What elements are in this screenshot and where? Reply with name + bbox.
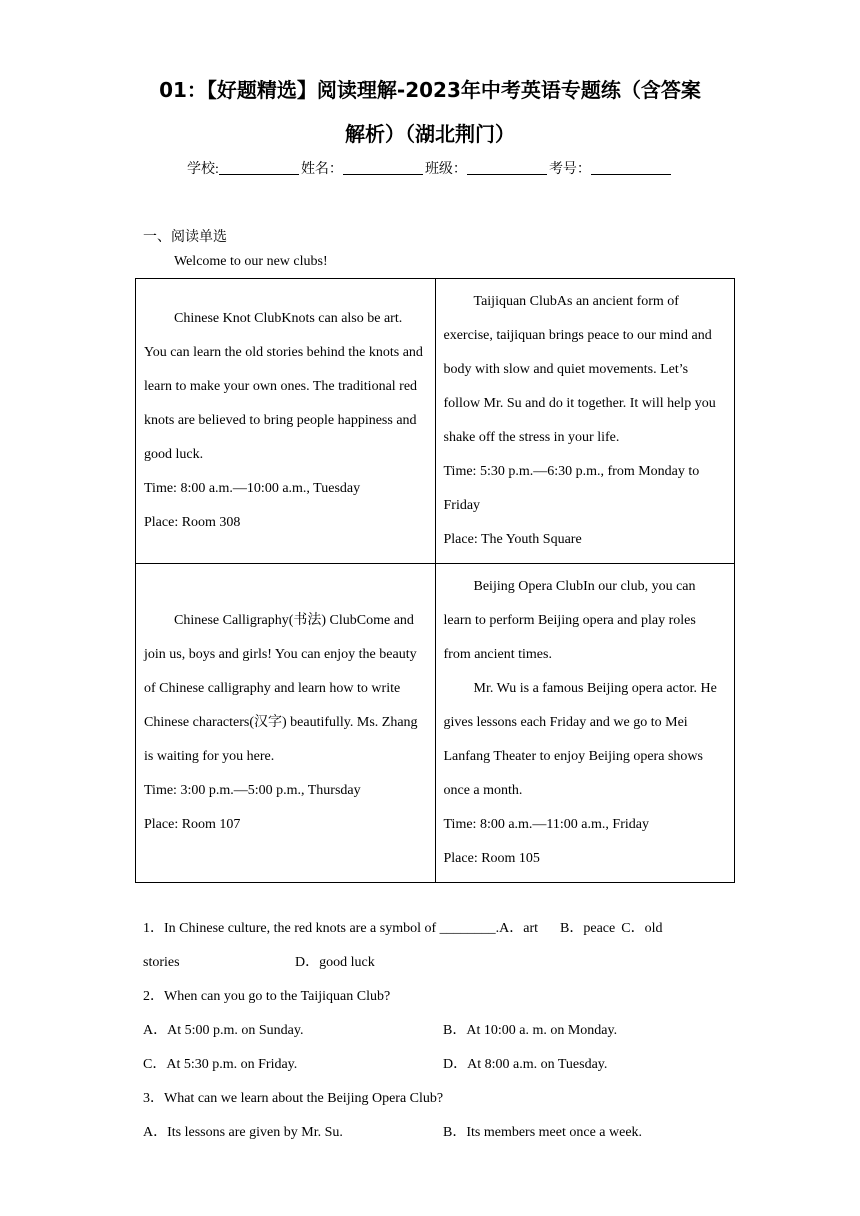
exam-id-blank[interactable] [591,160,671,175]
club-time: Time: 3:00 p.m.—5:00 p.m., Thursday [144,783,361,798]
student-info-line [0,158,860,178]
option-2c[interactable]: C．At 5:30 p.m. on Friday. [143,1057,298,1072]
table-row [136,564,735,883]
section-heading: 一、阅读单选 [143,229,227,245]
club-place: Place: Room 105 [443,851,540,866]
passage-intro: Welcome to our new clubs! [174,254,328,269]
question-1-continued [143,946,375,980]
name-label: 姓名： [300,162,343,177]
school-blank[interactable] [219,160,299,175]
table-row [136,279,735,564]
document-title-line-1: 01：【好题精选】阅读理解-2023年中考英语专题练（含答案 [159,78,701,102]
option-3a[interactable]: A．Its lessons are given by Mr. Su. [143,1125,343,1140]
club-description: Chinese Knot ClubKnots can also be art. You can learn the old stories behind the knots and learn to make your own ones. The traditional red knots are believed to bring people happiness and good luck. [144,311,423,462]
question-3-stem: 3．What can we learn about the Beijing Opera Club? [143,1091,444,1106]
option-2b[interactable]: B．At 10:00 a. m. on Monday. [443,1023,618,1038]
name-blank[interactable] [343,160,423,175]
club-cell-beijing-opera [435,564,735,883]
club-description-2: Mr. Wu is a famous Beijing opera actor. He gives lessons each Friday and we go to Mei Lanfang Theater to enjoy Beijing opera shows once a month. [443,681,717,798]
school-label: 学校: [187,162,219,177]
club-time: Time: 5:30 p.m.—6:30 p.m., from Monday to Friday [443,464,700,513]
club-cell-chinese-knot [136,279,436,564]
question-1-stem: 1．In Chinese culture, the red knots are a symbol of ________. [143,921,500,936]
club-description: Taijiquan ClubAs an ancient form of exercise, taijiquan brings peace to our mind and body with slow and quiet movements. Let’s follow Mr. Su and do it together. It will help you shake off the stress in your life. [443,294,716,445]
option-1d[interactable]: D．good luck [295,955,375,970]
option-3b[interactable]: B．Its members meet once a week. [443,1125,643,1140]
option-1c[interactable]: C．old [621,921,663,936]
clubs-table [135,278,735,883]
club-description: Beijing Opera ClubIn our club, you can learn to perform Beijing opera and play roles from ancient times. [443,579,696,662]
club-cell-taijiquan [435,279,735,564]
question-1 [143,912,662,946]
exam-id-label: 考号： [548,162,591,177]
option-1a[interactable]: A．art [499,921,539,936]
option-1c-continued[interactable]: stories [143,955,180,970]
option-2a[interactable]: A．At 5:00 p.m. on Sunday. [143,1023,304,1038]
club-place: Place: The Youth Square [443,532,582,547]
club-place: Place: Room 107 [144,817,241,832]
question-2-stem: 2．When can you go to the Taijiquan Club? [143,989,391,1004]
class-label: 班级： [424,162,467,177]
option-1b[interactable]: B．peace [560,921,616,936]
option-2d[interactable]: D．At 8:00 a.m. on Tuesday. [443,1057,608,1072]
club-description: Chinese Calligraphy(书法) ClubCome and join us, boys and girls! You can enjoy the beauty of Chinese calligraphy and learn how to write Chinese characters(汉字) beautifully. Ms. Zhang is waiting for you here. [144,613,418,764]
question-3-options-row-1 [143,1116,642,1150]
club-place: Place: Room 308 [144,515,241,530]
club-time: Time: 8:00 a.m.—11:00 a.m., Friday [443,817,649,832]
question-2-options-row-1 [143,1014,617,1048]
document-title-line-2: 解析）（湖北荆门） [345,122,515,146]
club-time: Time: 8:00 a.m.—10:00 a.m., Tuesday [144,481,361,496]
club-cell-calligraphy [136,564,436,883]
class-blank[interactable] [467,160,547,175]
question-2-options-row-2 [143,1048,607,1082]
